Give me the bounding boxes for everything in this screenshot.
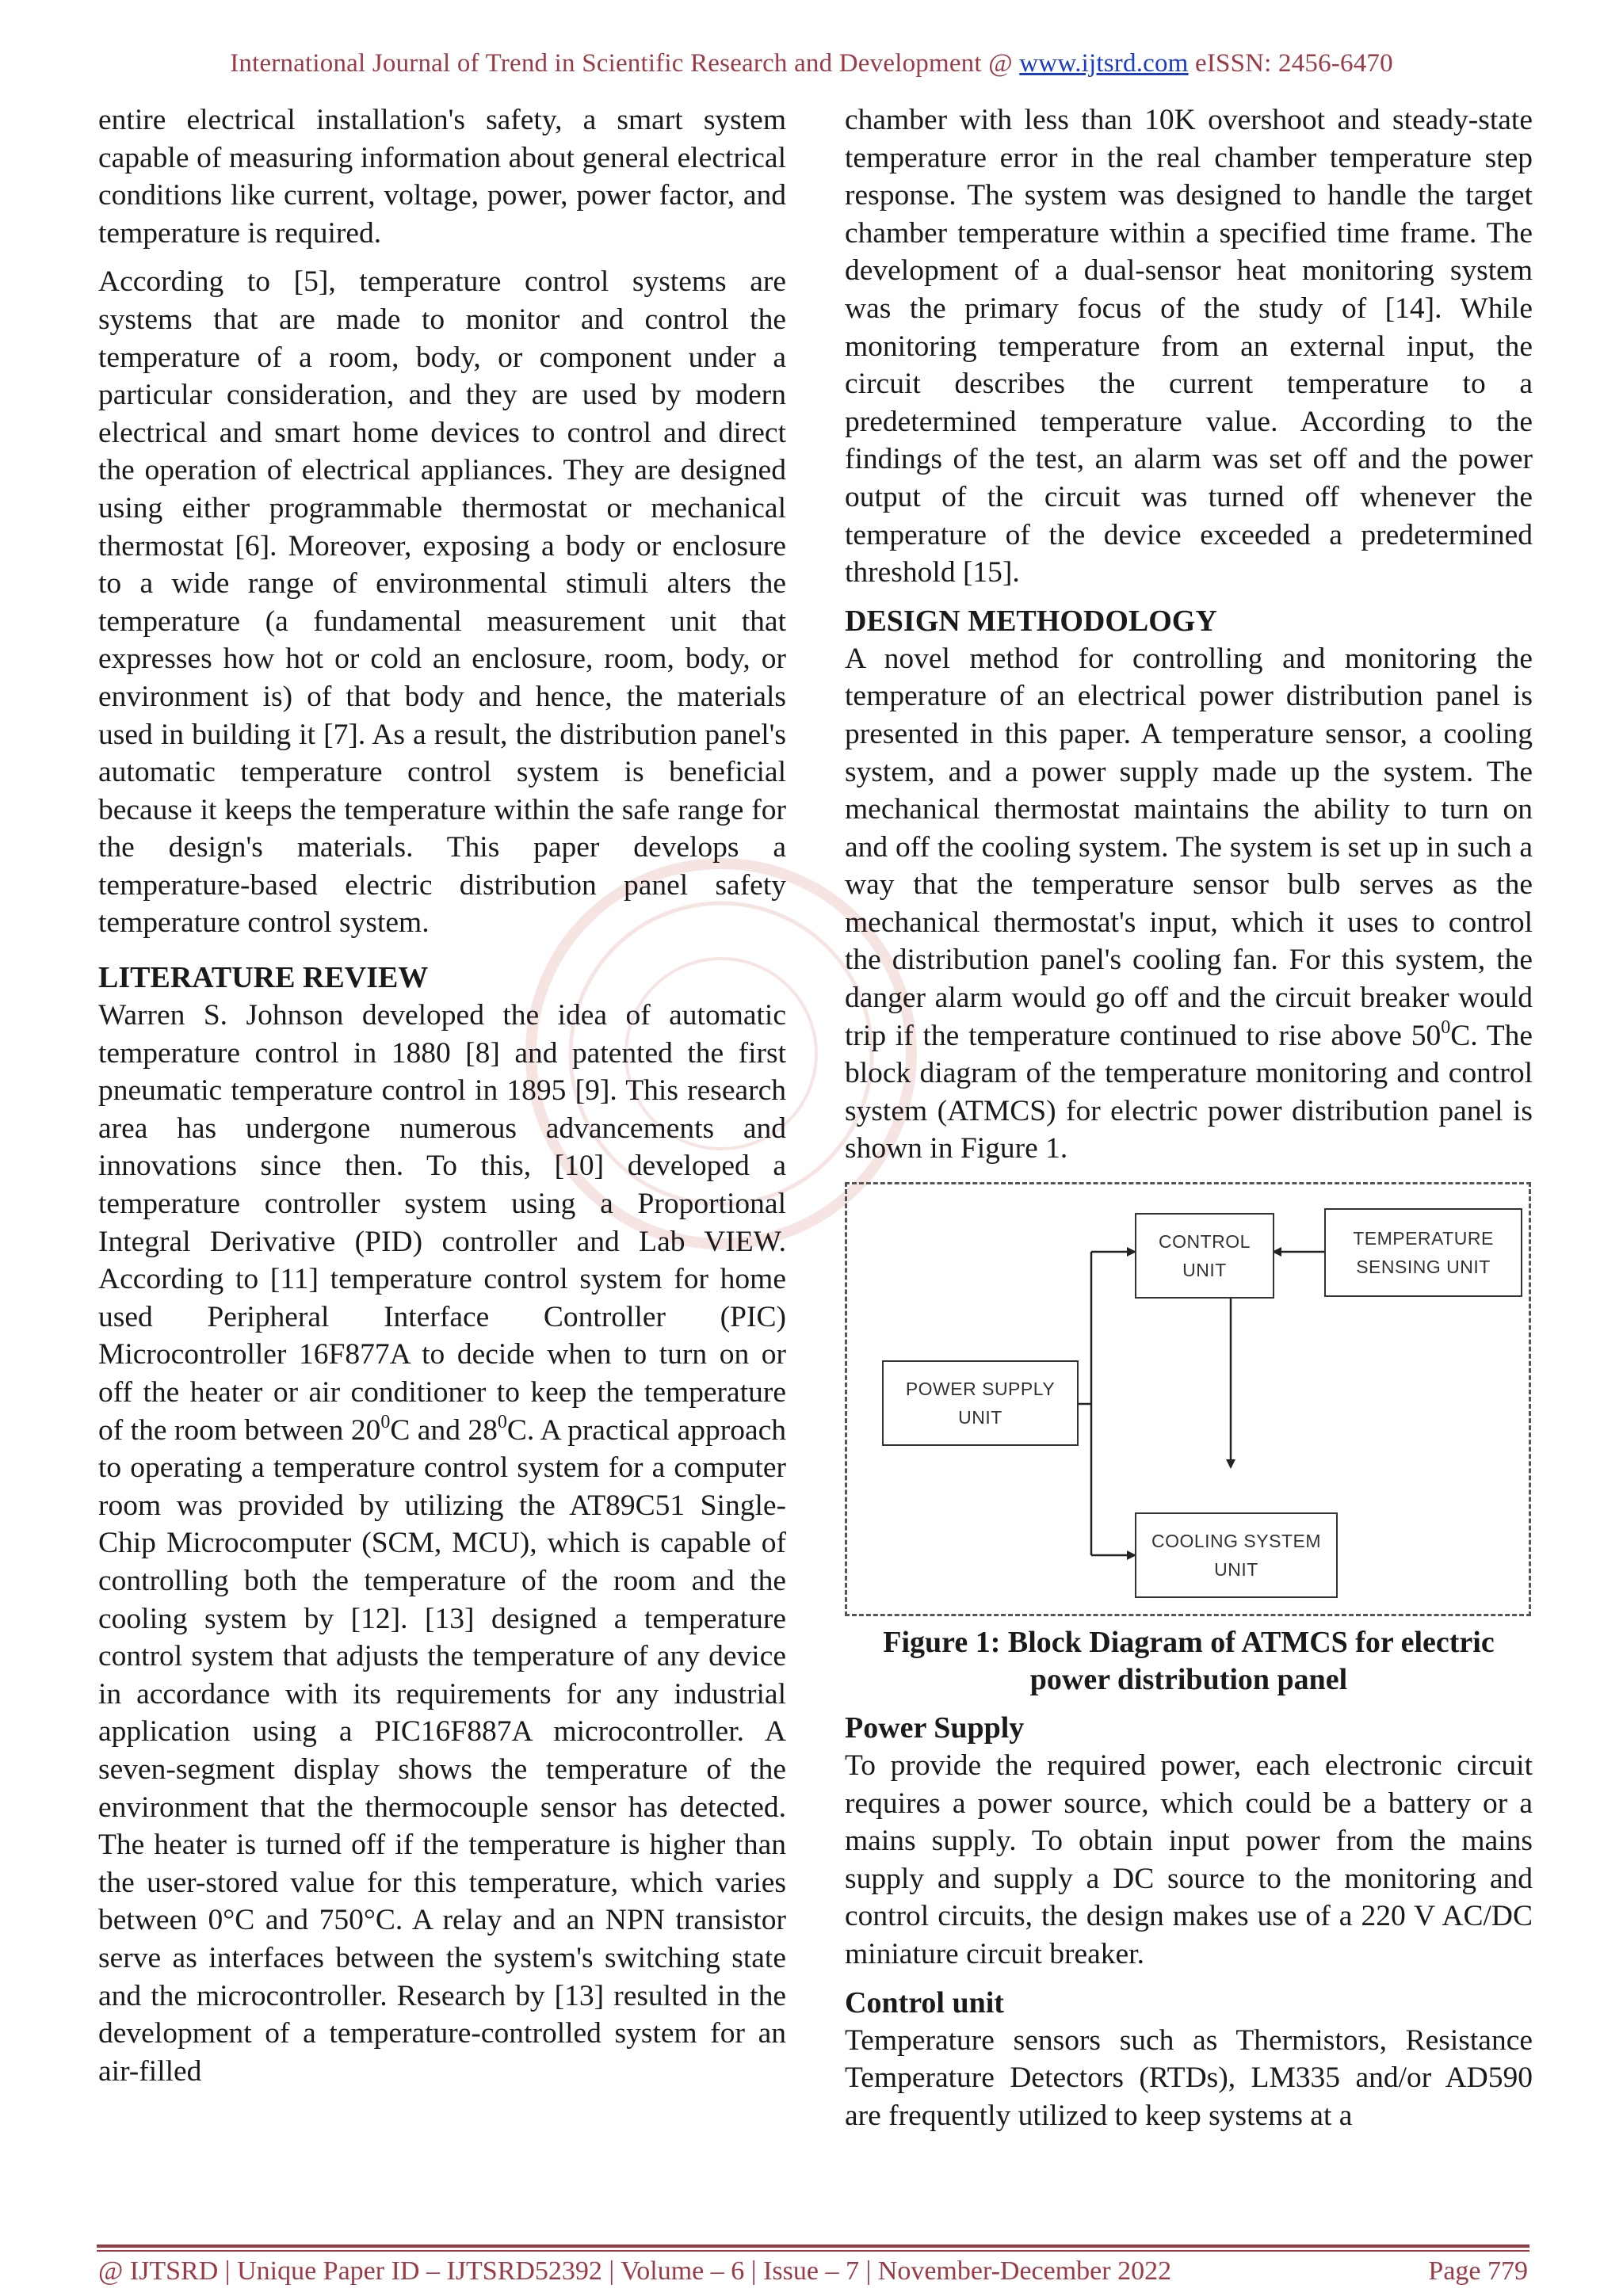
section-heading-design-methodology: DESIGN METHODOLOGY (845, 604, 1217, 638)
section-heading-literature-review: LITERATURE REVIEW (98, 961, 429, 995)
power-supply-unit-block: POWER SUPPLY UNIT (882, 1360, 1079, 1446)
journal-header (0, 49, 1623, 78)
paragraph: A novel method for controlling and monitoring the temperature of an electrical power distribution panel is presented in this paper. A temperature sensor, a cooling system, and a power supply made up the system. The mechanical thermostat maintains the ability to turn on and off the cooling system. The system is set up in such a way that the temperature sensor bulb serves as the mechanical thermostat's input, which it uses to control the distribution panel's cooling fan. For this system, the danger alarm would go off and the circuit breaker would trip if the temperature continued to rise above $50^0C$. The block diagram of the temperature monitoring and control system (ATMCS) for electric power distribution panel is shown in Figure 1. (845, 642, 1533, 1165)
paragraph: Warren S. Johnson developed the idea of automatic temperature control in 1880 [8] and patented the first pneumatic temperature control in 1895 [9]. This research area has undergone numerous advancements and innovations since then. To this, [10] developed a temperature controller system using a Proportional Integral Derivative (PID) controller and Lab VIEW. According to [11] temperature control system for home used Peripheral Interface Controller (PIC) Microcontroller 16F877A to decide when to turn on or off the heater or air conditioner to keep the temperature of the room between $20^0C$ and $28^0C$. A practical approach to operating a temperature control system for a computer room was provided by utilizing the AT89C51 Single-Chip Microcomputer (SCM, MCU), which is capable of controlling both the temperature of the room and the cooling system by [12]. [13] designed a temperature control system that adjusts the temperature of any device in accordance with its requirements for any industrial application using a PIC16F887A microcontroller. A seven-segment display shows the temperature of the environment that the thermocouple sensor has detected. The heater is turned off if the temperature is higher than the user-stored value for this temperature, which varies between 0°C and 750°C. A relay and an NPN transistor serve as interfaces between the system's switching state and the microcontroller. Research by [13] resulted in the development of a temperature-controlled system for an air-filled (98, 999, 786, 2088)
left-column (98, 101, 786, 2101)
paragraph: chamber with less than 10K overshoot and steady-state temperature error in the real chamber temperature step response. The system was designed to handle the target chamber temperature within a specified time frame. The development of a dual-sensor heat monitoring system was the primary focus of the study of [14]. While monitoring temperature from an external input, the circuit describes the current temperature to a predetermined temperature value. According to the findings of the test, an alarm was set off and the power output of the circuit was turned off whenever the temperature of the device exceeded a predetermined threshold [15]. (845, 104, 1533, 589)
figure-caption: Figure 1: Block Diagram of ATMCS for electric power distribution panel (883, 1626, 1495, 1697)
page-footer (98, 2256, 1528, 2286)
paragraph: Temperature sensors such as Thermistors, Resistance Temperature Detectors (RTDs), LM335 and/or AD590 are frequently utilized to keep systems at a (845, 2023, 1533, 2132)
footer-divider (97, 2245, 1529, 2248)
footer-divider (97, 2250, 1529, 2252)
temperature-sensing-unit-block: TEMPERATURE SENSING UNIT (1324, 1208, 1522, 1297)
header-suffix: eISSN: 2456-6470 (1188, 49, 1393, 78)
paragraph: To provide the required power, each electronic circuit requires a power source, which could be a battery or a mains supply. To obtain input power from the mains supply and supply a DC source to the monitoring and control circuits, the design makes use of a 220 V AC/DC miniature circuit breaker. (845, 1749, 1533, 1970)
block-diagram-figure (845, 1182, 1531, 1616)
paragraph: entire electrical installation's safety, a smart system capable of measuring information about general electrical conditions like current, voltage, power, power factor, and temperature is required. (98, 104, 786, 250)
section-heading-power-supply: Power Supply (845, 1711, 1025, 1745)
journal-website-link[interactable]: www.ijtsrd.com (1019, 49, 1189, 78)
footer-citation: @ IJTSRD | Unique Paper ID – IJTSRD52392 | Volume – 6 | Issue – 7 | November-December 2022 (98, 2256, 1172, 2286)
page-number: Page 779 (1428, 2256, 1528, 2286)
section-heading-control-unit: Control unit (845, 1985, 1004, 2019)
paragraph: According to [5], temperature control systems are systems that are made to monitor and control the temperature of a room, body, or component under a particular consideration, and they are used by modern electrical and smart home devices to control and direct the operation of electrical appliances. They are designed using either programmable thermostat or mechanical thermostat [6]. Moreover, exposing a body or enclosure to a wide range of environmental stimuli alters the temperature (a fundamental measurement unit that expresses how hot or cold an enclosure, room, body, or environment is) of that body and hence, the materials used in building it [7]. As a result, the distribution panel's automatic temperature control system is beneficial because it keeps the temperature within the safe range for the design's materials. This paper develops a temperature-based electric distribution panel safety temperature control system. (98, 265, 786, 940)
header-prefix: International Journal of Trend in Scientific Research and Development @ (230, 49, 1020, 78)
cooling-system-unit-block: COOLING SYSTEM UNIT (1135, 1512, 1338, 1598)
right-column (845, 101, 1533, 2145)
control-unit-block: CONTROL UNIT (1135, 1213, 1274, 1299)
